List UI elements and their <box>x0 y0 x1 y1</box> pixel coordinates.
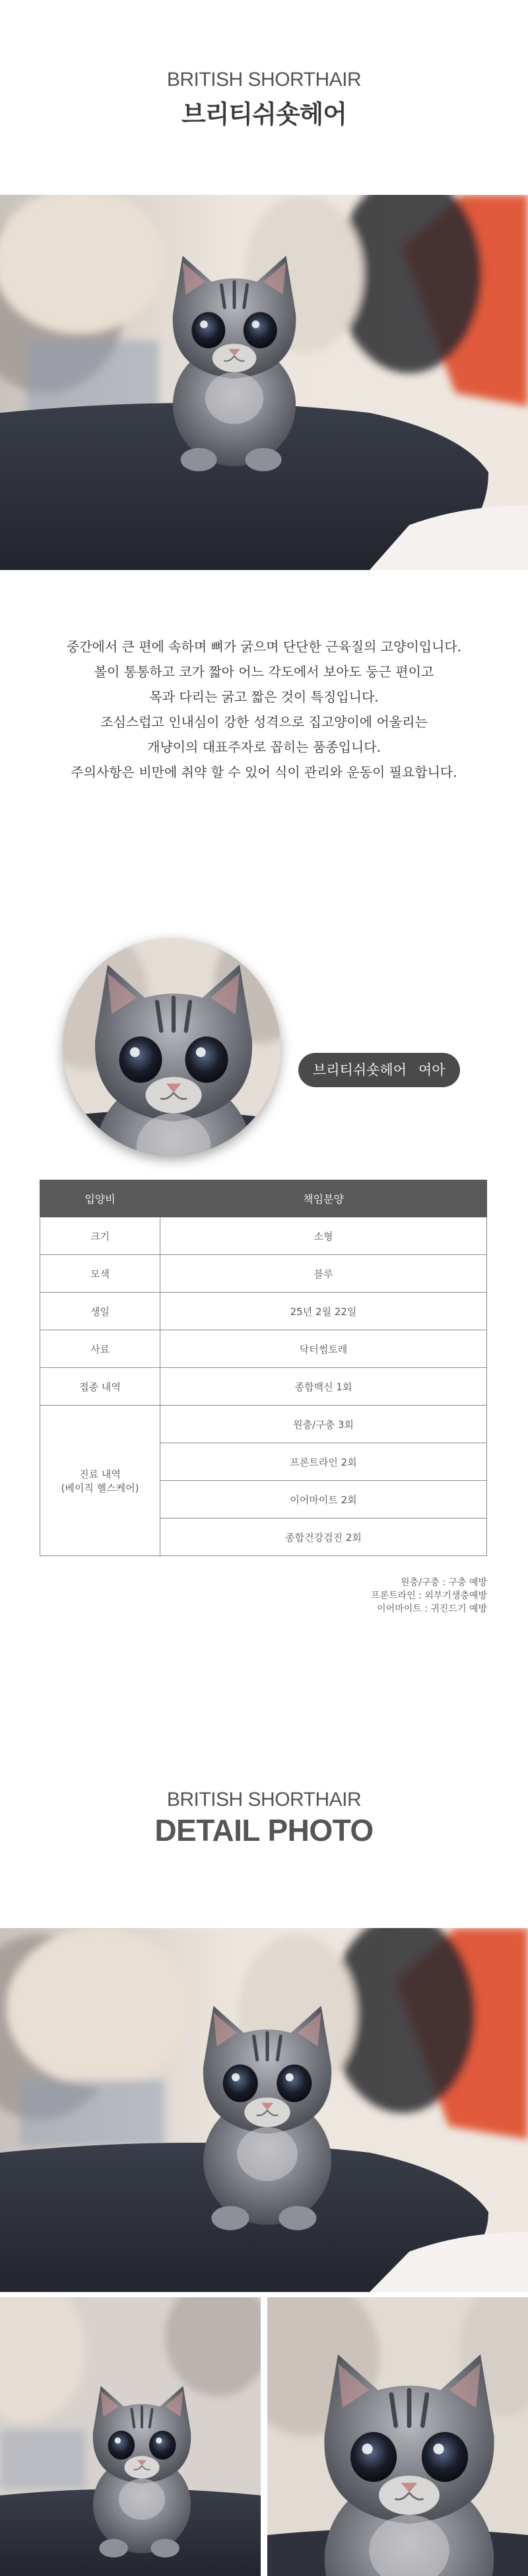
table-row <box>40 1330 487 1368</box>
row-label: 생일 <box>40 1293 160 1330</box>
intro-header <box>0 69 528 130</box>
hero-kitten-photo <box>0 195 528 570</box>
row-label: 사료 <box>40 1330 160 1368</box>
info-table <box>40 1180 487 1556</box>
care-item: 원충/구충 3회 <box>160 1406 487 1443</box>
care-notes <box>371 1576 487 1616</box>
row-value: 닥터썸토레 <box>160 1330 487 1368</box>
detail-left-photo <box>0 2297 261 2576</box>
row-label: 모색 <box>40 1255 160 1293</box>
note-line: 이어마이트 : 귀진드기 예방 <box>377 1604 487 1614</box>
table-header-row <box>40 1180 487 1217</box>
detail-title: DETAIL PHOTO <box>154 1813 374 1847</box>
table-header-value: 책임분양 <box>160 1180 487 1217</box>
care-label <box>40 1406 160 1556</box>
breed-eyebrow: BRITISH SHORTHAIR <box>166 69 362 90</box>
description-line: 주의사항은 비만에 취약 할 수 있어 식이 관리와 운동이 필요합니다. <box>71 764 457 780</box>
description-line: 중간에서 큰 편에 속하며 뼈가 굵으며 단단한 근육질의 고양이입니다. <box>66 639 462 655</box>
care-label-line: (베이직 헬스케어) <box>61 1482 139 1494</box>
description-line: 조심스럽고 인내심이 강한 성격으로 집고양이에 어울리는 <box>100 714 428 730</box>
row-value: 종합백신 1회 <box>160 1368 487 1406</box>
note-line: 프론트라인 : 외부기생충예방 <box>371 1591 487 1601</box>
detail-right-photo <box>267 2297 528 2576</box>
breed-title: 브리티쉬숏헤어 <box>182 100 346 129</box>
breed-description <box>0 634 528 785</box>
detail-header <box>0 1789 528 1848</box>
row-label: 접종 내역 <box>40 1368 160 1406</box>
row-value: 블루 <box>160 1255 487 1293</box>
care-item: 종합건강검진 2회 <box>160 1519 487 1556</box>
detail-eyebrow: BRITISH SHORTHAIR <box>166 1789 362 1810</box>
kitten-face-photo <box>63 938 280 1156</box>
row-value: 25년 2월 22일 <box>160 1293 487 1330</box>
description-line: 개냥이의 대표주자로 꼽히는 품종입니다. <box>147 739 381 755</box>
table-header-label: 입양비 <box>40 1180 160 1217</box>
table-row <box>40 1255 487 1293</box>
description-line: 볼이 통통하고 코가 짧아 어느 각도에서 보아도 둥근 편이고 <box>94 664 434 680</box>
profile-gender: 여아 <box>418 1062 446 1078</box>
care-item: 프론트라인 2회 <box>160 1443 487 1481</box>
table-row <box>40 1368 487 1406</box>
row-label: 크기 <box>40 1217 160 1255</box>
table-row <box>40 1217 487 1255</box>
detail-main-photo <box>0 1928 528 2292</box>
profile-badge <box>298 1053 460 1087</box>
table-row <box>40 1406 487 1443</box>
row-value: 소형 <box>160 1217 487 1255</box>
care-item: 이어마이트 2회 <box>160 1481 487 1519</box>
table-row <box>40 1293 487 1330</box>
profile-breed: 브리티쉬숏헤어 <box>313 1062 407 1078</box>
care-label-line: 진료 내역 <box>79 1468 121 1480</box>
description-line: 목과 다리는 굵고 짧은 것이 특징입니다. <box>149 689 379 705</box>
note-line: 원충/구충 : 구충 예방 <box>401 1577 487 1588</box>
